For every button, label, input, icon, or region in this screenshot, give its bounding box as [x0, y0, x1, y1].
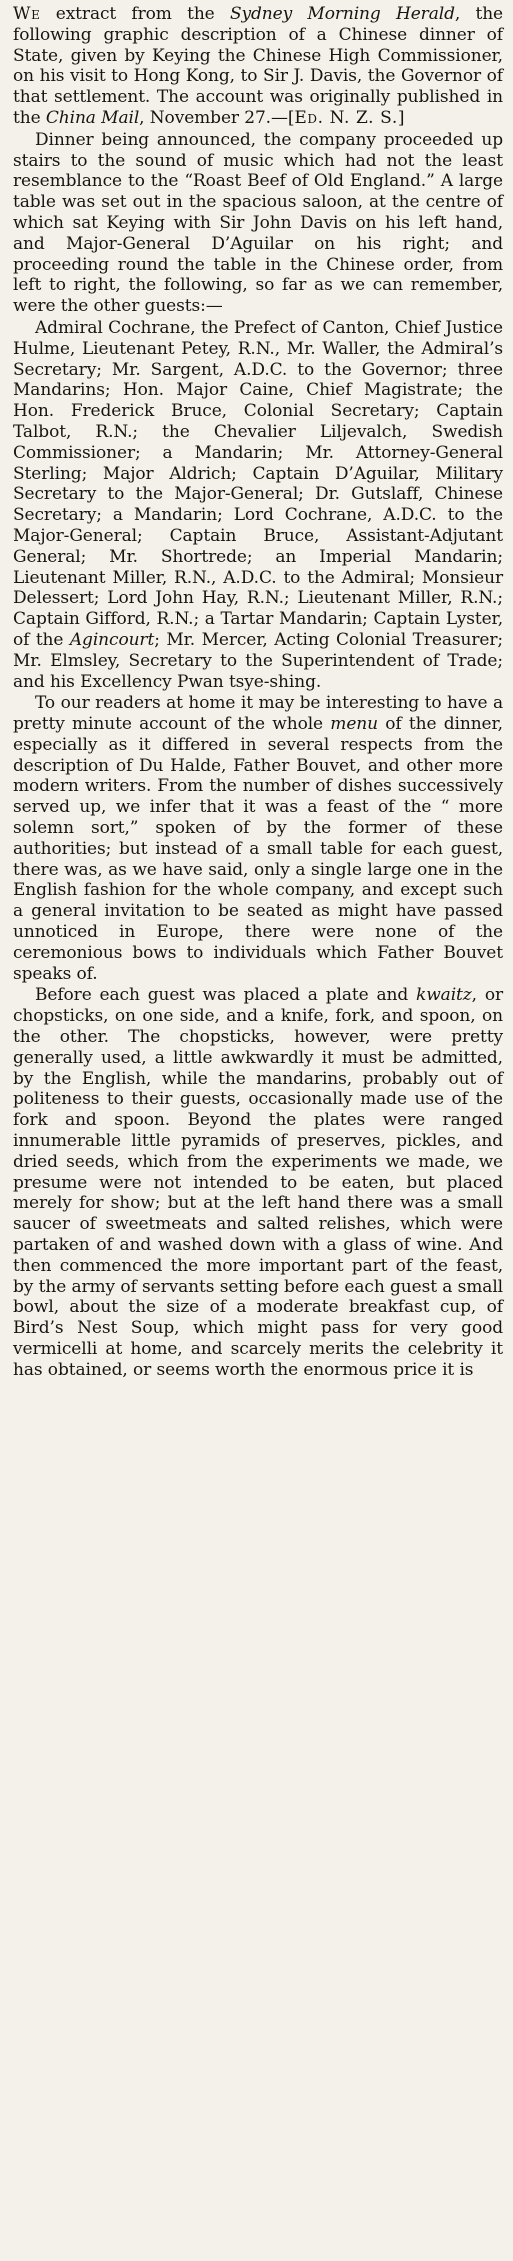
text-run: ]	[397, 107, 405, 128]
italic-word: kwaitz	[416, 985, 472, 1006]
text-run: , or chopsticks, on one side, and a knife, fork, and spoon, on the other. The chopsticks, however, were pretty generally used, a little awkwardly it must be admitted, by the English, while the mandarins, probably out of politeness to their guests, occasionally made use of the fork and spoon. Beyond the plates were ranged innumerable little pyramids of preserves, pickles, and dried seeds, which from the experiments we made, we presume were not intended to be eaten, but placed merely for show; but at the left hand there was a small saucer of sweetmeats and salted relishes, which were partaken of and washed down with a glass of wine. And then commenced the more important part of the feast, by the army of servants setting before each guest a small bowl, about the size of a moderate breakfast cup, of Bird’s Nest Soup, which might pass for very good vermicelli at home, and scarcely merits the celebrity it has obtained, or seems worth the enormous price it is	[13, 985, 503, 1380]
text-run: Admiral Cochrane, the Prefect of Canton, Chief Justice Hulme, Lieutenant Petey, R.N., Mr. Waller, the Admiral’s Secretary; Mr. Sargent, A.D.C. to the Governor; three Mandarins; Hon. Major Caine, Chief Magistrate; the Hon. Frederick Bruce, Colonial Secretary; Captain Talbot, R.N.; the Chevalier Liljevalch, Swedish Commissioner; a Mandarin; Mr. Attorney-General Sterling; Major Aldrich; Captain D’Aguilar, Military Secretary to the Major-General; Dr. Gutslaff, Chinese Secretary; a Mandarin; Lord Cochrane, A.D.C. to the Major-General; Captain Bruce, Assistant-Adjutant General; Mr. Shortrede; an Imperial Mandarin; Lieutenant Miller, R.N., A.D.C. to the Admiral; Monsieur Delessert; Lord John Hay, R.N.; Lieutenant Miller, R.N.; Captain Gifford, R.N.; a Tartar Mandarin; Captain Lyster, of the	[13, 317, 503, 650]
menu-paragraph	[13, 693, 503, 984]
newspaper-title: China Mail	[45, 107, 140, 128]
table-setting-paragraph	[13, 985, 503, 1380]
dinner-announced-paragraph: Dinner being announced, the company proceeded up stairs to the sound of music which had not the least resemblance to the “Roast Beef of Old England.” A large table was set out in the spacious saloon, at the centre of which sat Keying with Sir John Davis on his left hand, and Major-General D’Aguilar on his right; and proceeding round the table in the Chinese order, from left to right, the following, so far as we can remember, were the other guests:—	[13, 129, 503, 317]
text-run: , the following graphic description of a Chinese dinner of State, given by Keying the Chinese High Commissioner, on his visit to Hong Kong, to Sir J. Davis, the Governor of that settlement. The account was originally published in the	[13, 4, 504, 128]
text-run: ; Mr. Mercer, Acting Colonial Treasurer; Mr. Elmsley, Secretary to the Superintendent of Trade; and his Excellency Pwan tsye-shing.	[13, 629, 503, 692]
guest-list-paragraph	[13, 318, 503, 692]
intro-paragraph	[13, 4, 503, 129]
italic-word: menu	[330, 714, 378, 735]
text-run: To our readers at home it may be interesting to have a pretty minute account of the whole	[13, 693, 503, 735]
newspaper-title: Sydney Morning Herald	[229, 4, 455, 24]
ship-name: Agincourt	[69, 629, 155, 650]
editor-note: Ed. N. Z. S.	[294, 107, 398, 128]
text-run: , November 27.—[	[139, 107, 295, 128]
lead-caps: We	[13, 4, 41, 24]
text-run: of the dinner, especially as it differed in several respects from the description of Du Halde, Father Bouvet, and other more modern writers. From the number of dishes successively served up, we infer that it was a feast of the “ more solemn sort,” spoken of by the former of these authorities; but instead of a small table for each guest, there was, as we have said, only a single large one in the English fashion for the whole company, and except such a general invitation to be seated as might have passed unnoticed in Europe, there were none of the ceremonious bows to individuals which Father Bouvet speaks of.	[13, 714, 503, 984]
text-run: extract from the	[40, 4, 230, 24]
text-run: Before each guest was placed a plate and	[35, 985, 416, 1006]
